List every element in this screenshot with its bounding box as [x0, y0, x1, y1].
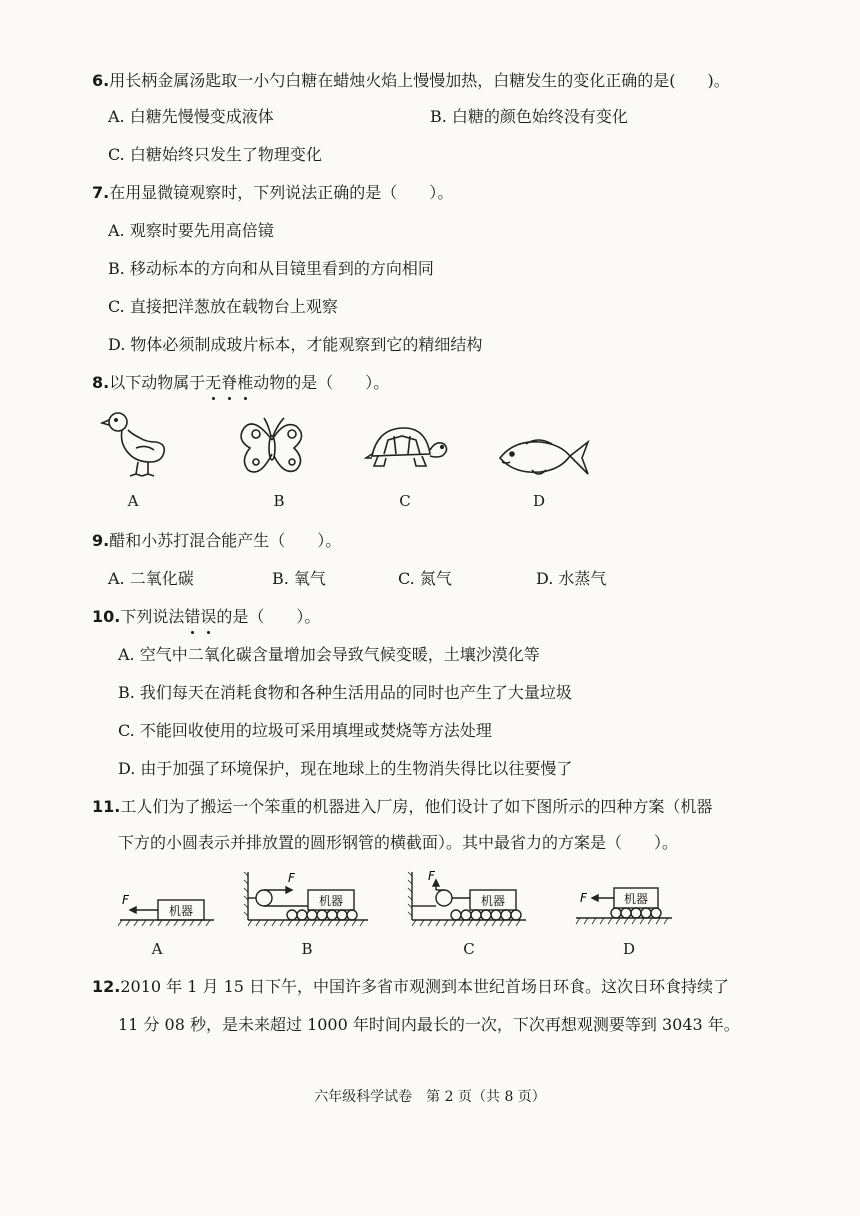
fish-illustration[interactable] — [496, 436, 592, 480]
scheme-d-diagram[interactable] — [574, 880, 674, 932]
scheme-b-diagram[interactable] — [242, 868, 372, 932]
question-8-option-d[interactable]: D — [532, 492, 546, 510]
emphasis-char: 脊 — [221, 373, 238, 392]
question-6-stem: 6.用长柄金属汤匙取一小勺白糖在蜡烛火焰上慢慢加热，白糖发生的变化正确的是( )。 — [92, 71, 730, 90]
emphasis-char: 无 — [205, 373, 222, 392]
svg-text:机器: 机器 — [318, 894, 344, 908]
page-footer: 六年级科学试卷 第 2 页（共 8 页） — [314, 1089, 546, 1105]
svg-text:F: F — [580, 891, 587, 905]
question-7-option-c[interactable]: C. 直接把洋葱放在载物台上观察 — [108, 297, 338, 316]
butterfly-illustration[interactable] — [234, 410, 314, 484]
question-9-option-c[interactable]: C. 氮气 — [398, 569, 452, 588]
question-12-stem-line-1: 12.2010 年 1 月 15 日下午，中国许多省市观测到本世纪首场日环食。这次日环食持续了 — [92, 977, 730, 996]
scheme-c-diagram[interactable] — [406, 868, 530, 932]
svg-text:机器: 机器 — [480, 894, 506, 908]
question-10-option-a[interactable]: A. 空气中二氧化碳含量增加会导致气候变暖，土壤沙漠化等 — [118, 645, 540, 664]
question-10-option-b[interactable]: B. 我们每天在消耗食物和各种生活用品的同时也产生了大量垃圾 — [118, 683, 572, 702]
svg-text:F: F — [122, 893, 129, 907]
question-7-stem: 7.在用显微镜观察时，下列说法正确的是（ ）。 — [92, 183, 454, 202]
question-9-option-b[interactable]: B. 氧气 — [272, 569, 326, 588]
question-12-stem-line-2: 11 分 08 秒，是未来超过 1000 年时间内最长的一次，下次再想观测要等到 3043 年。 — [118, 1015, 740, 1034]
question-7-option-b[interactable]: B. 移动标本的方向和从目镜里看到的方向相同 — [108, 259, 434, 278]
svg-text:机器: 机器 — [168, 904, 194, 918]
question-7-option-a[interactable]: A. 观察时要先用高倍镜 — [108, 221, 274, 240]
question-10-option-c[interactable]: C. 不能回收使用的垃圾可采用填埋或焚烧等方法处理 — [118, 721, 492, 740]
question-11-stem-line-1: 11.工人们为了搬运一个笨重的机器进入厂房，他们设计了如下图所示的四种方案（机器 — [92, 797, 713, 816]
turtle-illustration[interactable] — [364, 420, 450, 476]
question-8-stem: 8.以下动物属于无脊椎动物的是（ ）。 — [92, 373, 390, 392]
question-11-option-a[interactable]: A — [151, 940, 163, 958]
emphasis-char: 错 — [184, 607, 201, 626]
question-11-stem-line-2: 下方的小圆表示并排放置的圆形钢管的横截面）。其中最省力的方案是（ ）。 — [118, 833, 679, 852]
question-6-option-a[interactable]: A. 白糖先慢慢变成液体 — [108, 107, 274, 126]
question-6-option-b[interactable]: B. 白糖的颜色始终没有变化 — [430, 107, 628, 126]
question-11-option-d[interactable]: D — [622, 940, 636, 958]
svg-text:F: F — [428, 869, 435, 883]
question-9-option-d[interactable]: D. 水蒸气 — [536, 569, 607, 588]
svg-text:机器: 机器 — [623, 892, 649, 906]
question-8-option-a[interactable]: A — [127, 492, 139, 510]
emphasis-char: 误 — [200, 607, 217, 626]
emphasis-char: 椎 — [237, 373, 254, 392]
question-8-option-c[interactable]: C — [399, 492, 411, 510]
question-9-option-a[interactable]: A. 二氧化碳 — [108, 569, 194, 588]
question-10-stem: 10.下列说法错误的是（ ）。 — [92, 607, 321, 626]
scheme-a-diagram[interactable] — [118, 880, 216, 932]
question-6-option-c[interactable]: C. 白糖始终只发生了物理变化 — [108, 145, 322, 164]
question-11-option-b[interactable]: B — [301, 940, 313, 958]
svg-text:F: F — [288, 871, 295, 885]
duck-illustration[interactable] — [100, 408, 180, 484]
question-10-option-d[interactable]: D. 由于加强了环境保护，现在地球上的生物消失得比以往要慢了 — [118, 759, 573, 778]
question-9-stem: 9.醋和小苏打混合能产生（ ）。 — [92, 531, 342, 550]
question-8-option-b[interactable]: B — [273, 492, 285, 510]
question-11-option-c[interactable]: C — [463, 940, 475, 958]
question-7-option-d[interactable]: D. 物体必须制成玻片标本，才能观察到它的精细结构 — [108, 335, 483, 354]
